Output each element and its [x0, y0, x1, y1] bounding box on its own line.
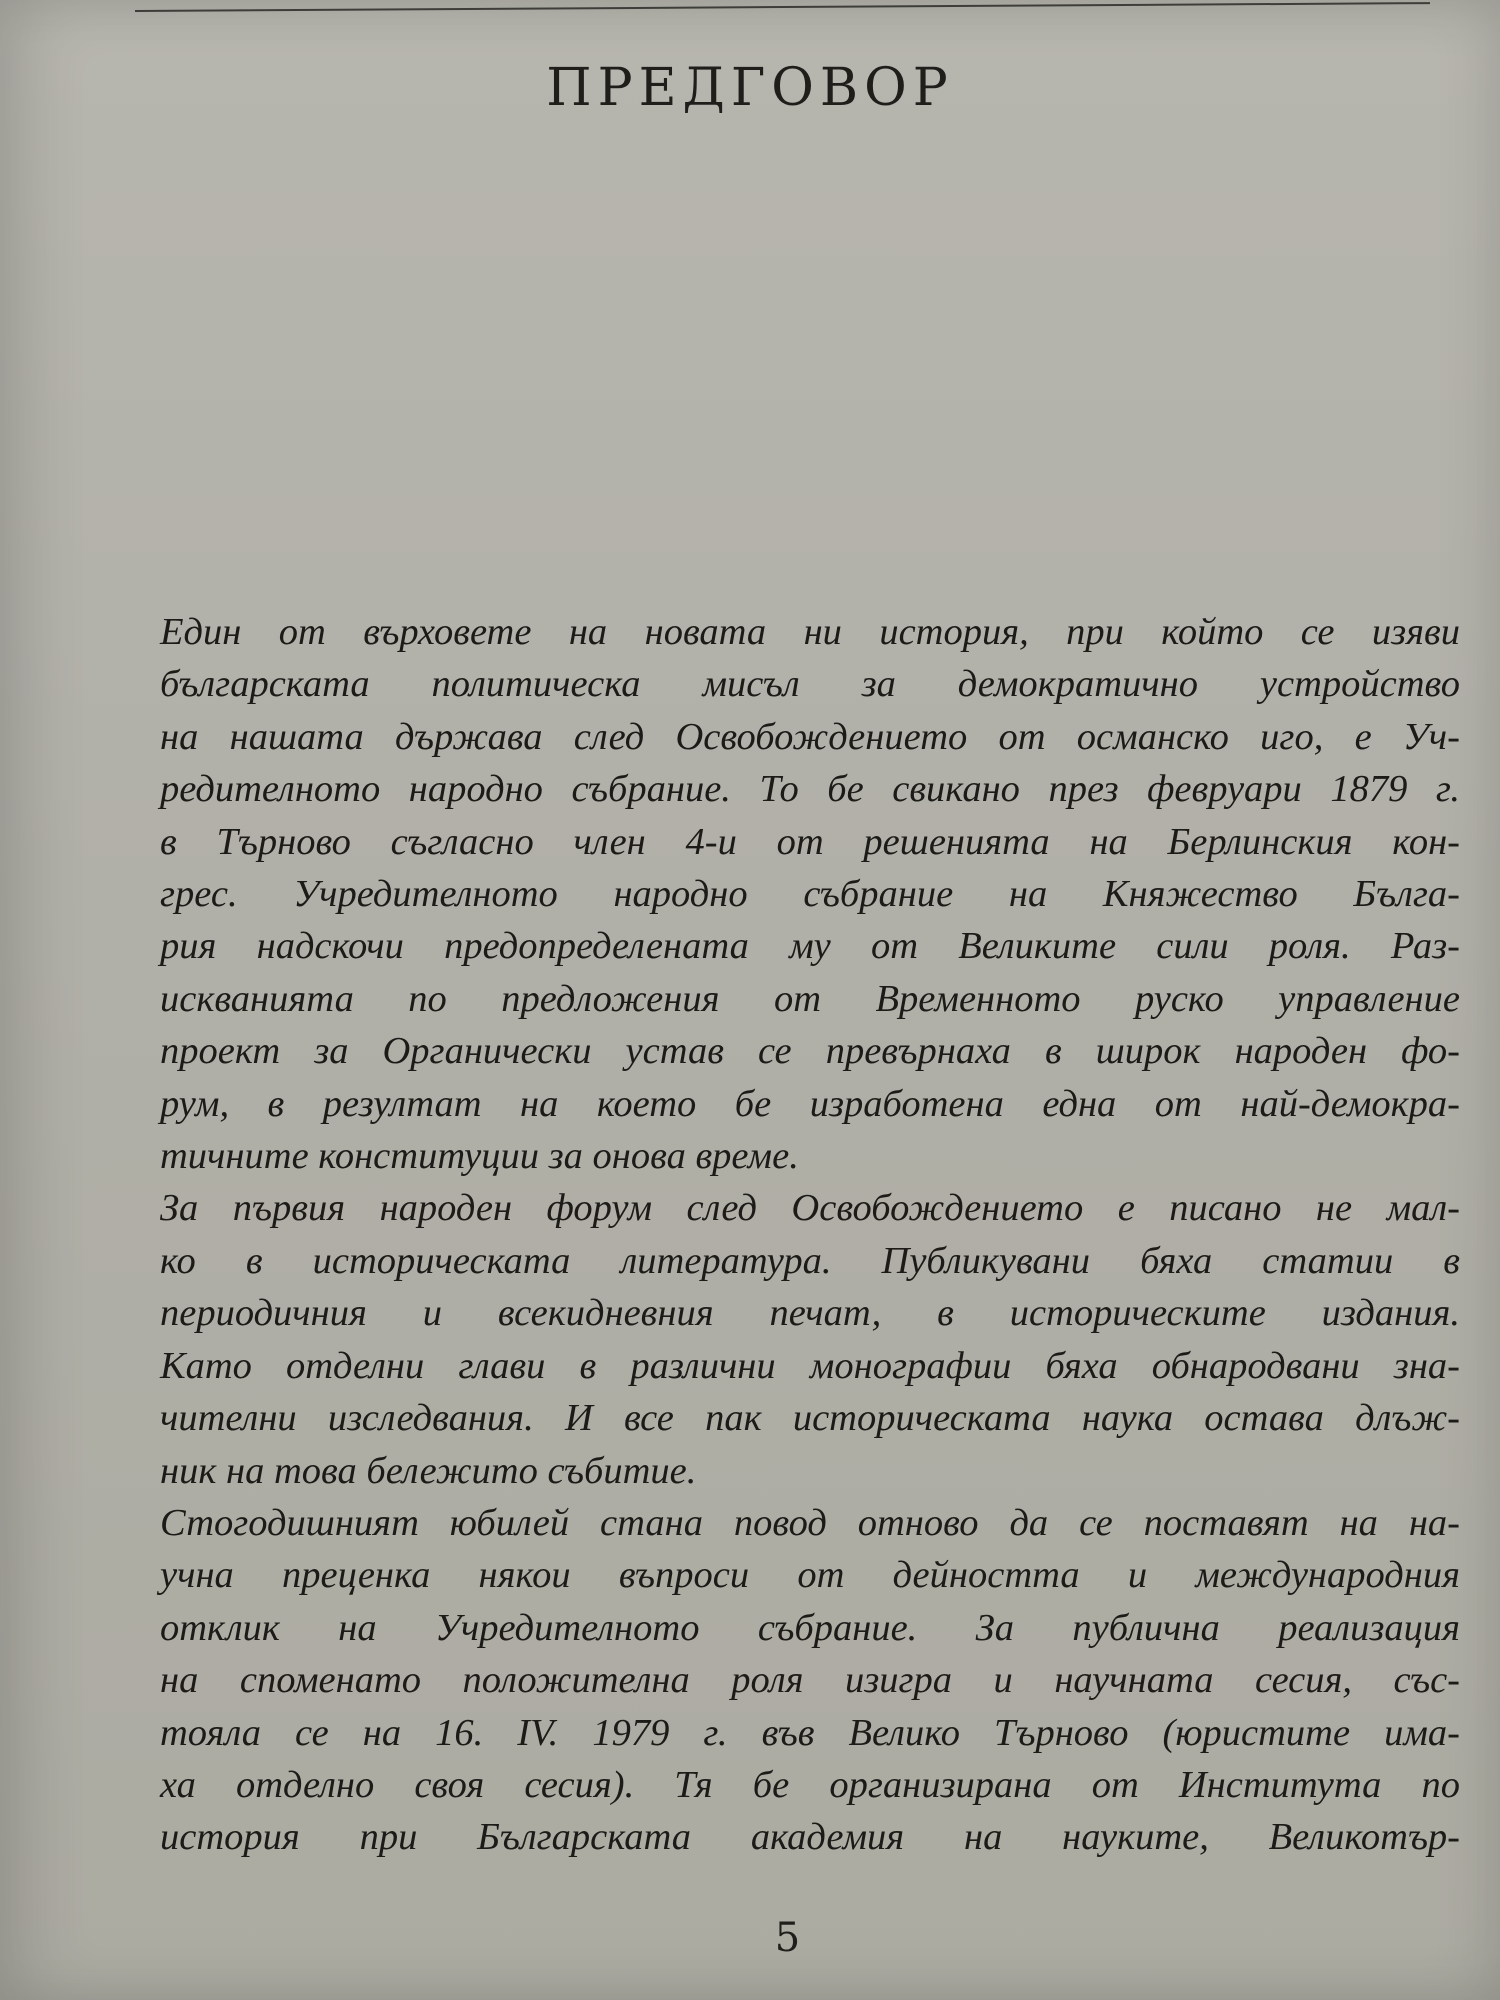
text-line: тояла се на 16. IV. 1979 г. във Велико Търново (юристите има-: [160, 1711, 1460, 1754]
text-line: тичните конституции за онова време.: [160, 1135, 799, 1178]
page-number: 5: [774, 1915, 801, 1961]
text-line: проект за Органически устав се превърнаха в широк народен фо-: [160, 1030, 1460, 1073]
text-line: учна преценка някои въпроси от дейността и международния: [160, 1554, 1460, 1597]
body-text: [160, 606, 1460, 1864]
text-line: чителни изследвания. И все пак историческата наука остава длъж-: [160, 1397, 1460, 1440]
top-rule: [135, 2, 1430, 12]
text-line: ко в историческата литература. Публикувани бяха статии в: [160, 1239, 1460, 1282]
text-line: на споменато положителна роля изигра и научната сесия, със-: [160, 1659, 1460, 1702]
text-line: на нашата държава след Освобождението от османско иго, е Уч-: [160, 715, 1460, 758]
text-line: Като отделни глави в различни монографии бяха обнародвани зна-: [160, 1344, 1460, 1387]
text-line: ха отделно своя сесия). Тя бе организирана от Института по: [160, 1763, 1460, 1806]
text-line: искванията по предложения от Временното руско управление: [160, 977, 1460, 1020]
text-line: периодичния и всекидневния печат, в историческите издания.: [160, 1292, 1460, 1335]
text-line: българската политическа мисъл за демократично устройство: [160, 663, 1460, 706]
text-line: рум, в резултат на което бе изработена една от най-демокра-: [160, 1082, 1460, 1125]
text-line: За първия народен форум след Освобождението е писано не мал-: [160, 1187, 1460, 1230]
text-line: Един от върховете на новата ни история, при който се изяви: [160, 611, 1460, 653]
text-line: история при Българската академия на науките, Великотър-: [160, 1816, 1460, 1859]
text-line: в Търново съгласно член 4-и от решенията на Берлинския кон-: [160, 820, 1460, 863]
text-line: отклик на Учредителното събрание. За публична реализация: [160, 1606, 1460, 1649]
text-line: Стогодишният юбилей стана повод отново да се поставят на на-: [160, 1501, 1460, 1544]
page-title: ПРЕДГОВОР: [546, 58, 954, 118]
text-line: ник на това бележито събитие.: [160, 1449, 697, 1492]
text-line: грес. Учредителното народно събрание на Княжество Бълга-: [160, 873, 1460, 916]
text-line: рия надскочи предопределената му от Великите сили роля. Раз-: [160, 925, 1460, 968]
text-line: редителното народно събрание. То бе свикано през февруари 1879 г.: [160, 768, 1460, 811]
